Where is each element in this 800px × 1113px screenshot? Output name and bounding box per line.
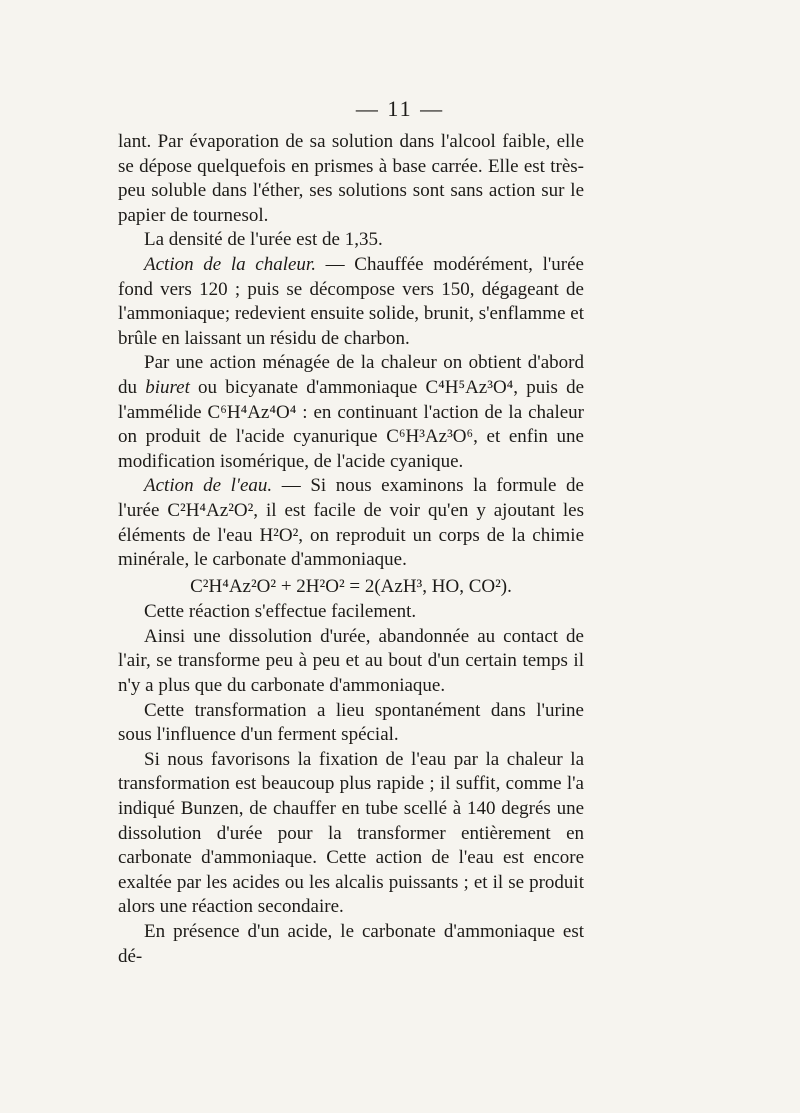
page-number: — 11 — — [355, 96, 445, 121]
paragraph-10: En présence d'un acide, le carbonate d'ammoniaque est dé- — [118, 921, 584, 967]
paragraph-2: La densité de l'urée est de 1,35. — [144, 229, 383, 251]
paragraph-5-text: — Si nous examinons la formule de l'urée C²H⁴Az²O², il est facile de voir qu'en y ajoutant les éléments de l'eau H²O², on reproduit un corps de la chimie minérale, le carbonate d'ammoniaque. — [118, 475, 584, 571]
paragraph-8: Cette transformation a lieu spontanément dans l'urine sous l'influence d'un ferment spécial. — [118, 699, 584, 746]
paragraph-3 — [118, 253, 584, 351]
paragraph-5 — [118, 474, 584, 572]
paragraph-1: lant. Par évaporation de sa solution dans l'alcool faible, elle se dépose quelquefois en prismes à base carrée. Elle est très-peu soluble dans l'éther, ses solutions sont sans action sur le papier de tournesol. — [118, 131, 584, 226]
biuret-term: biuret — [145, 376, 190, 398]
paragraph-9: Si nous favorisons la fixation de l'eau par la chaleur la transformation est beaucoup plus rapide ; il suffit, comme l'a indiqué Bunzen, de chauffer en tube scellé à 140 degrés une dissolution d'urée pour la transformer entièrement en carbonate d'ammoniaque. Cette action de l'eau est encore exaltée par les acides ou les alcalis puissants ; et il se produit alors une réaction secondaire. — [118, 748, 584, 918]
paragraph-4 — [118, 351, 584, 474]
paragraph-6: Cette réaction s'effectue facilement. — [144, 601, 417, 623]
paragraph-7: Ainsi une dissolution d'urée, abandonnée au contact de l'air, se transforme peu à peu et au bout d'un certain temps il n'y a plus que du carbonate d'ammoniaque. — [118, 625, 584, 697]
body-text — [118, 130, 584, 969]
paragraph-4-a: Par une action ménagée de la chaleur on obtient d'abord du — [118, 352, 584, 398]
section-heading-chaleur: Action de la chaleur. — [144, 253, 316, 275]
paragraph-3-text: — Chauffée modérément, l'urée fond vers 120 ; puis se décompose vers 150, dégageant de l'ammoniaque; redevient ensuite solide, brunit, s'enflamme et brûle en laissant un résidu de charbon. — [118, 253, 584, 349]
section-heading-eau: Action de l'eau. — [144, 475, 273, 497]
paragraph-4-c: ou bicyanate d'ammoniaque C⁴H⁵Az³O⁴, puis de l'ammélide C⁶H⁴Az⁴O⁴ : en continuant l'action de la chaleur on produit de l'acide cyanurique C⁶H³Az³O⁶, et enfin une modification isomérique, de l'acide cyanique. — [118, 376, 585, 472]
chemical-equation: C²H⁴Az²O² + 2H²O² = 2(AzH³, HO, CO²). — [190, 575, 512, 597]
